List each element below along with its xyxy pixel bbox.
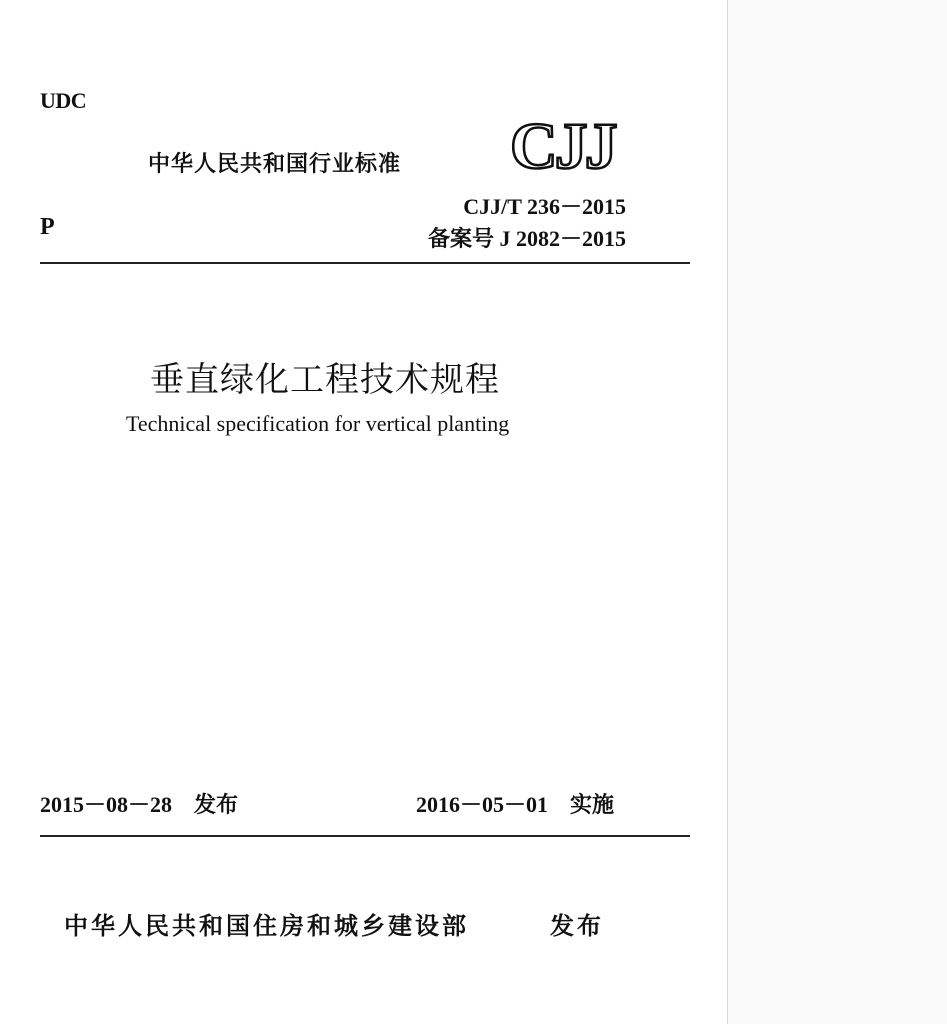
footer-divider: [40, 835, 690, 837]
udc-label: UDC: [40, 88, 87, 113]
header-divider: [40, 262, 690, 264]
standard-type-label: 中华人民共和国行业标准: [148, 152, 402, 177]
document-title-cn: 垂直绿化工程技术规程: [150, 360, 500, 400]
cjj-logo: [506, 112, 630, 174]
svg-text:CJJ: CJJ: [510, 112, 615, 174]
record-number: 备案号 J 2082－2015: [427, 226, 626, 251]
standard-code: CJJ/T 236－2015: [463, 194, 626, 219]
viewer-gutter: [727, 0, 947, 1024]
issue-date: 2015－08－28: [40, 792, 173, 817]
effective-date: 2016－05－01: [416, 792, 549, 817]
classification-letter: P: [40, 214, 55, 240]
document-title-en: Technical specification for vertical planting: [126, 411, 510, 436]
publisher-word: 发布: [550, 912, 604, 940]
publisher-name: 中华人民共和国住房和城乡建设部: [64, 912, 469, 940]
effective-word: 实施: [570, 793, 615, 818]
issue-word: 发布: [194, 793, 239, 818]
effective-date-line: [416, 788, 614, 819]
issue-date-line: [40, 788, 238, 819]
